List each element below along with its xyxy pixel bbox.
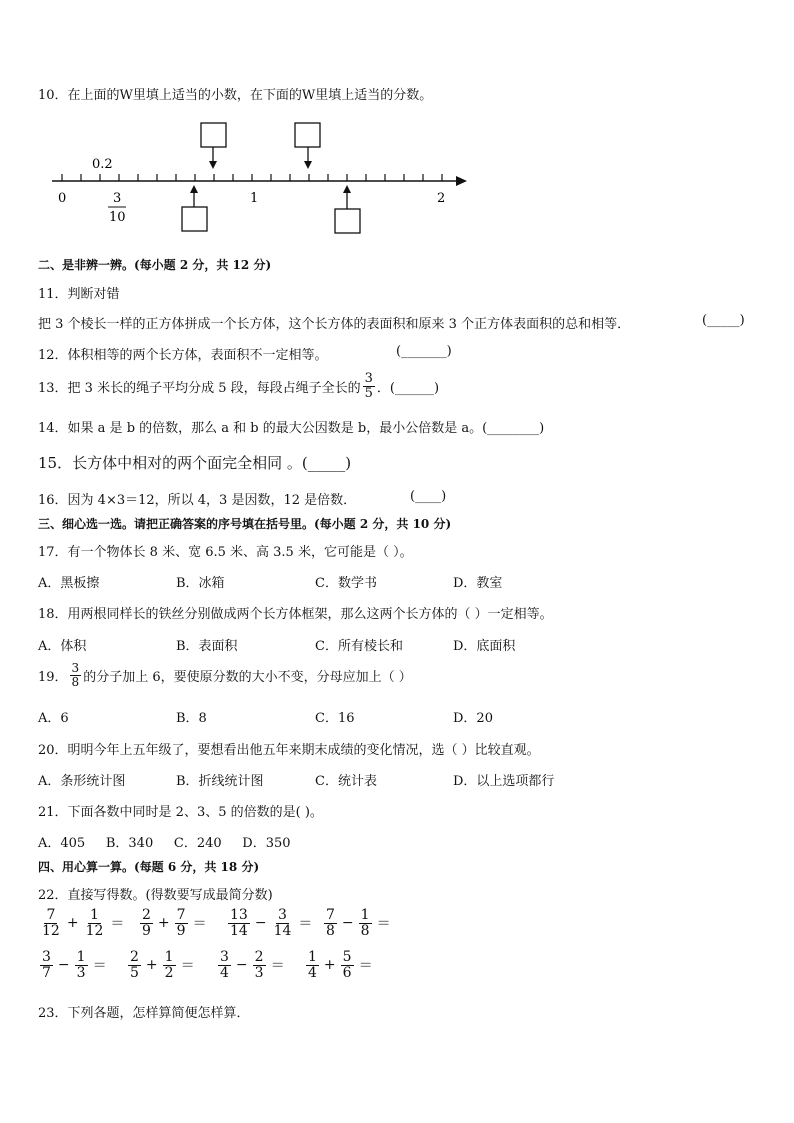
arithmetic-expression (226, 908, 315, 938)
denominator: 4 (308, 964, 317, 981)
question-18-option-c[interactable]: C．所有棱长和 (315, 639, 403, 654)
question-13-text: 13．把 3 米长的绳子平均分成 5 段，每段占绳子全长的 (38, 380, 361, 396)
denominator: 14 (230, 922, 248, 939)
question-20-option-d[interactable]: D．以上选项都行 (453, 774, 555, 789)
numerator: 1 (308, 949, 317, 965)
denominator: 12 (85, 922, 104, 939)
equals-sign[interactable]: ＝ (270, 958, 285, 975)
question-17-option-b[interactable]: B．冰箱 (176, 576, 225, 591)
fraction-right (84, 908, 106, 938)
question-12-blank[interactable]: (_______) (396, 344, 452, 359)
numerator: 3 (364, 371, 373, 386)
arithmetic-expression (38, 950, 110, 980)
fraction-right (75, 950, 88, 980)
question-19-option-c[interactable]: C．16 (315, 711, 355, 726)
denominator: 3 (76, 964, 86, 981)
denominator: 6 (342, 964, 352, 981)
equals-sign[interactable]: ＝ (376, 916, 391, 933)
numerator: 1 (164, 949, 174, 965)
equals-sign[interactable]: ＝ (358, 958, 373, 975)
question-11-text: 把 3 个棱长一样的正方体拼成一个长方体，这个长方体的表面积和原来 3 个正方体表面积的总和相等． (38, 317, 631, 332)
question-20-option-b[interactable]: B．折线统计图 (176, 774, 264, 789)
numerator: 2 (142, 907, 151, 923)
question-16-blank[interactable]: (____) (410, 489, 447, 504)
section-3-heading: 三、细心选一选。请把正确答案的序号填在括号里。(每小题 2 分，共 10 分) (38, 517, 452, 531)
numerator: 2 (130, 949, 139, 965)
equals-sign[interactable]: ＝ (92, 958, 107, 975)
question-19 (38, 662, 412, 688)
numerator: 1 (90, 907, 99, 923)
question-23-text: 23．下列各题，怎样算简便怎样算． (38, 1006, 250, 1021)
arrow-down-icon (304, 161, 312, 169)
denominator: 12 (42, 922, 60, 939)
label-0-2: 0.2 (92, 157, 113, 172)
equals-sign[interactable]: ＝ (192, 916, 207, 933)
question-17-option-c[interactable]: C．数学书 (315, 576, 377, 591)
fraction-left (228, 908, 250, 938)
question-19-option-b[interactable]: B．8 (176, 711, 207, 726)
question-19-text: 的分子加上 6，要使原分数的大小不变，分母应加上（ ） (83, 669, 412, 685)
arithmetic-expression (126, 950, 198, 980)
fraction-right (175, 908, 188, 938)
arithmetic-expression (38, 908, 127, 938)
denominator: 5 (130, 964, 139, 981)
operator: − (57, 957, 70, 974)
numerator: 7 (46, 907, 56, 923)
section-4-heading: 四、用心算一算。(每题 6 分，共 18 分) (38, 860, 260, 874)
numerator: 2 (254, 949, 264, 965)
question-19-option-a[interactable]: A．6 (38, 711, 69, 726)
question-19-fraction (70, 662, 82, 688)
numerator: 3 (278, 907, 287, 923)
question-17-option-d[interactable]: D．教室 (453, 576, 503, 591)
question-21-options[interactable]: A．405 B．340 C．240 D．350 (38, 836, 291, 851)
numerator: 3 (220, 949, 229, 965)
question-10-text: 10．在上面的W里填上适当的小数，在下面的W里填上适当的分数。 (38, 88, 433, 103)
numerator: 13 (230, 907, 248, 923)
fraction-left (128, 950, 141, 980)
denominator: 5 (364, 385, 373, 401)
arrow-down-icon (209, 161, 217, 169)
fraction-left (306, 950, 319, 980)
operator: − (235, 957, 248, 974)
number-line-ticks (62, 174, 442, 181)
answer-box-bottom-2[interactable] (335, 209, 360, 233)
operator: + (66, 915, 79, 932)
question-20-text: 20．明明今年上五年级了，要想看出他五年来期末成绩的变化情况，选（ ）比较直观。 (38, 743, 540, 758)
denominator: 4 (220, 964, 229, 981)
denominator: 2 (164, 964, 174, 981)
operator: + (145, 957, 158, 974)
question-18-option-b[interactable]: B．表面积 (176, 639, 238, 654)
fraction-left (324, 908, 337, 938)
question-18-text: 18．用两根同样长的铁丝分别做成两个长方体框架，那么这两个长方体的（ ）一定相等。 (38, 607, 553, 622)
fraction-right (272, 908, 294, 938)
label-1: 1 (250, 191, 259, 206)
frac-denominator: 10 (109, 210, 126, 225)
question-21-text: 21．下面各数中同时是 2、3、5 的倍数的是( )。 (38, 805, 323, 820)
question-14-text: 14．如果 a 是 b 的倍数，那么 a 和 b 的最大公因数是 b，最小公倍数是 a。(________) (38, 421, 545, 436)
denominator: 14 (273, 922, 292, 939)
question-13-fraction (363, 372, 375, 400)
answer-box-bottom-1[interactable] (182, 207, 207, 231)
operator: − (254, 915, 267, 932)
arithmetic-expression (304, 950, 376, 980)
number-line-figure (0, 115, 794, 265)
denominator: 8 (326, 922, 335, 939)
question-20-option-a[interactable]: A．条形统计图 (38, 774, 126, 789)
question-13-blank[interactable]: ．(______) (376, 380, 440, 396)
answer-box-top-2[interactable] (295, 123, 320, 147)
fraction-left (218, 950, 231, 980)
operator: − (341, 915, 354, 932)
question-19-option-d[interactable]: D．20 (453, 711, 493, 726)
section-2-heading: 二、是非辨一辨。(每小题 2 分，共 12 分) (38, 258, 272, 272)
fraction-left (40, 908, 62, 938)
question-19-prefix: 19． (38, 669, 68, 685)
arithmetic-expression (138, 908, 210, 938)
arrow-right-icon (456, 176, 467, 186)
question-13 (38, 372, 439, 400)
answer-box-top-1[interactable] (201, 123, 226, 147)
question-17-option-a[interactable]: A．黑板擦 (38, 576, 100, 591)
numerator: 3 (42, 949, 51, 965)
numerator: 1 (360, 907, 370, 923)
fraction-left (140, 908, 153, 938)
numerator: 7 (176, 907, 186, 923)
question-18-option-d[interactable]: D．底面积 (453, 639, 516, 654)
numerator: 3 (71, 661, 80, 675)
fraction-right (359, 908, 372, 938)
question-12-text: 12．体积相等的两个长方体，表面积不一定相等。 (38, 348, 328, 363)
denominator: 8 (71, 674, 80, 689)
frac-numerator: 3 (113, 191, 122, 206)
denominator: 8 (360, 922, 370, 939)
question-11-blank[interactable]: (_____) (702, 313, 745, 328)
denominator: 9 (176, 922, 186, 939)
fraction-right (163, 950, 176, 980)
numerator: 5 (342, 949, 352, 965)
equals-sign[interactable]: ＝ (110, 916, 125, 933)
arithmetic-expression (322, 908, 394, 938)
arithmetic-expression (216, 950, 288, 980)
equals-sign[interactable]: ＝ (298, 916, 313, 933)
question-11-title: 11．判断对错 (38, 287, 120, 302)
question-22-text: 22．直接写得数。(得数要写成最简分数) (38, 888, 273, 903)
fraction-right (341, 950, 354, 980)
numerator: 1 (76, 949, 86, 965)
denominator: 7 (42, 964, 51, 981)
label-0: 0 (58, 191, 67, 206)
denominator: 9 (142, 922, 151, 939)
question-15-text: 15．长方体中相对的两个面完全相同 。(_____) (38, 454, 352, 472)
operator: + (323, 957, 336, 974)
question-16-text: 16．因为 4×3＝12，所以 4，3 是因数，12 是倍数． (38, 493, 357, 508)
fraction-right (253, 950, 266, 980)
question-18-option-a[interactable]: A．体积 (38, 639, 87, 654)
label-2: 2 (437, 191, 446, 206)
denominator: 3 (254, 964, 264, 981)
operator: + (157, 915, 170, 932)
fraction-left (40, 950, 53, 980)
numerator: 7 (326, 907, 335, 923)
equals-sign[interactable]: ＝ (180, 958, 195, 975)
question-17-text: 17．有一个物体长 8 米、宽 6.5 米、高 3.5 米，它可能是（ ）。 (38, 545, 413, 560)
question-20-option-c[interactable]: C．统计表 (315, 774, 377, 789)
